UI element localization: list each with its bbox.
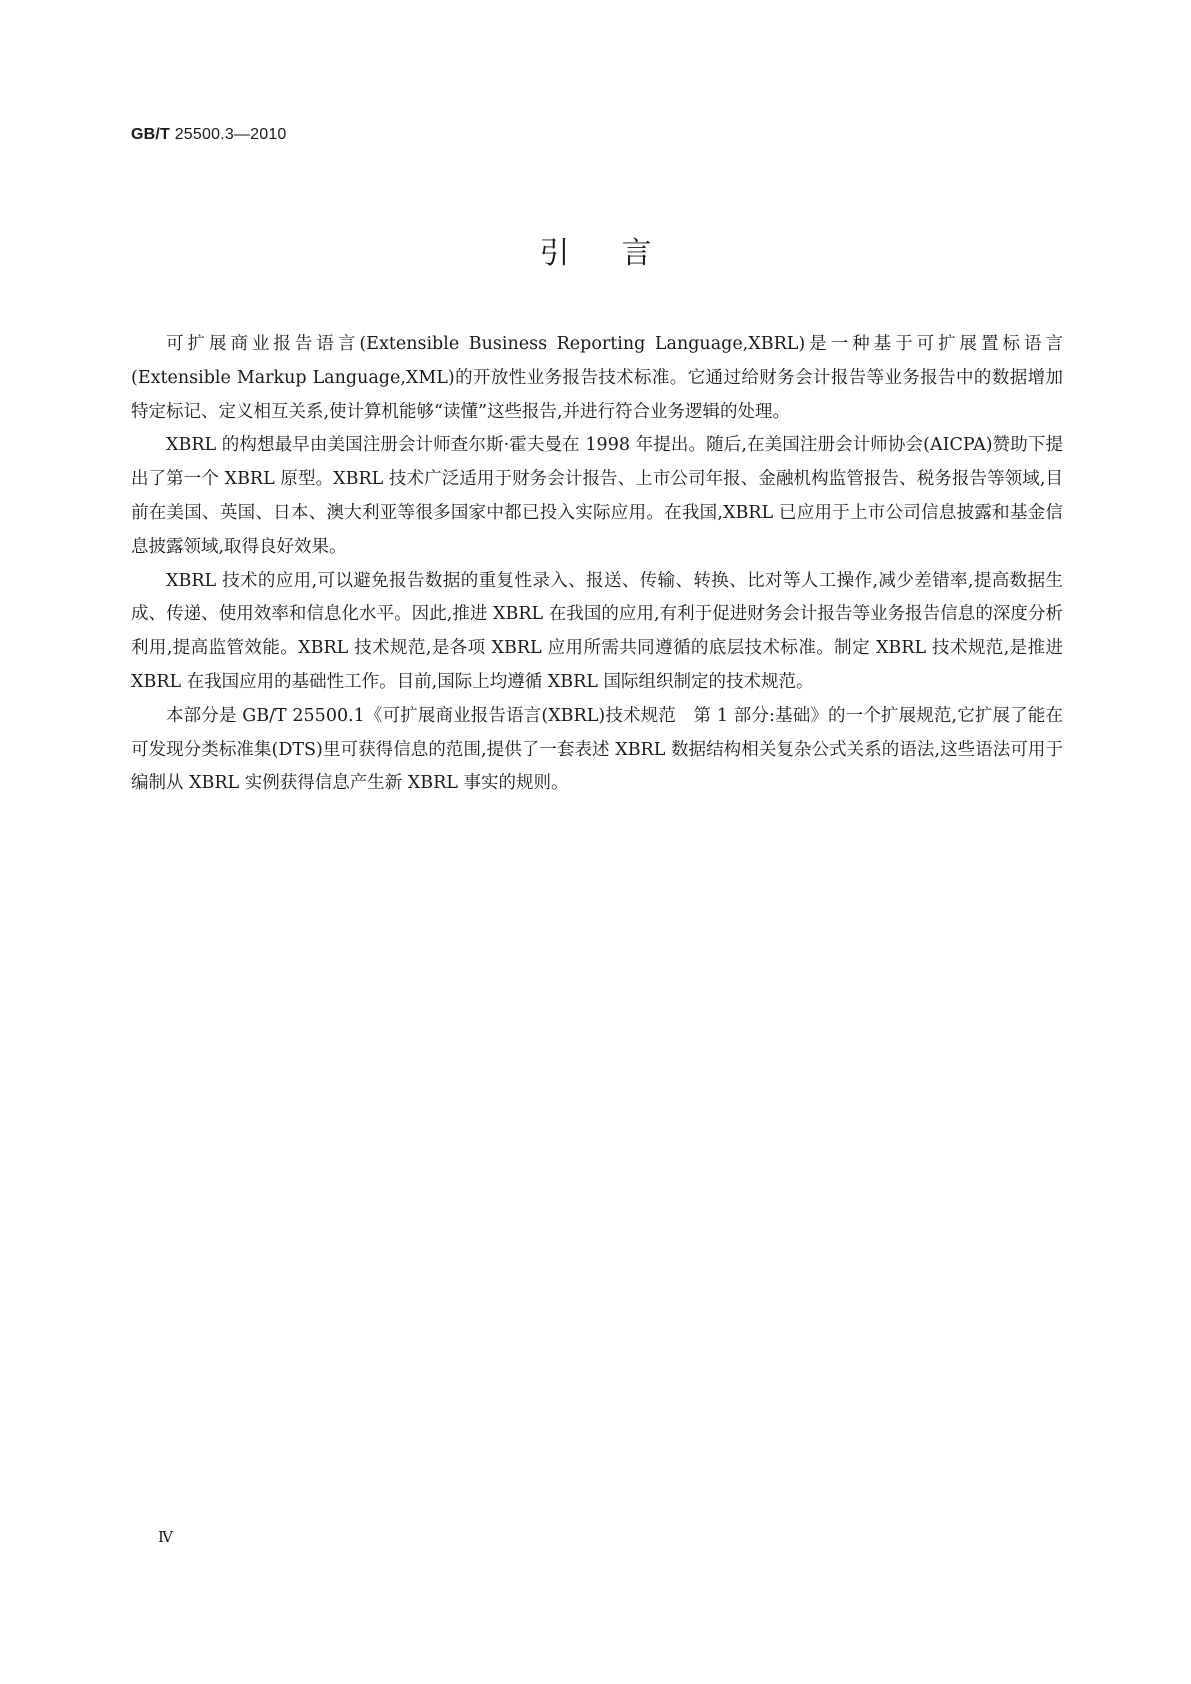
paragraph-xbrl-history: XBRL 的构想最早由美国注册会计师查尔斯·霍夫曼在 1998 年提出。随后,在美国注册会计师协会(AICPA)赞助下提出了第一个 XBRL 原型。XBRL 技术广泛适用于财务会计报告、上市公司年报、金融机构监管报告、税务报告等领域,目前在美国、英国、日本、澳大利亚等很多国家中都已投入实际应用。在我国,XBRL 已应用于上市公司信息披露和基金信息披露领域,取得良好效果。 xyxy=(131,435,1063,557)
paragraph-xbrl-benefits: XBRL 技术的应用,可以避免报告数据的重复性录入、报送、传输、转换、比对等人工操作,减少差错率,提高数据生成、传递、使用效率和信息化水平。因此,推进 XBRL 在我国的应用,有利于促进财务会计报告等业务报告信息的深度分析利用,提高监管效能。XBRL 技术规范,是各项 XBRL 应用所需共同遵循的底层技术标准。制定 XBRL 技术规范,是推进 XBRL 在我国应用的基础性工作。目前,国际上均遵循 XBRL 国际组织制定的技术规范。 xyxy=(131,570,1063,692)
paragraph-xbrl-definition: 可扩展商业报告语言(Extensible Business Reporting Language,XBRL)是一种基于可扩展置标语言(Extensible Markup Language,XML)的开放性业务报告技术标准。它通过给财务会计报告等业务报告中的数据增加特定标记、定义相互关系,使计算机能够“读懂”这些报告,并进行符合业务逻辑的处理。 xyxy=(131,334,1063,422)
standard-number: 25500.3—2010 xyxy=(174,126,287,143)
introduction-body xyxy=(131,328,1063,801)
standard-prefix: GB/T xyxy=(131,126,171,143)
page-number: Ⅳ xyxy=(158,1530,173,1546)
standard-code-header xyxy=(131,126,287,144)
paragraph-scope: 本部分是 GB/T 25500.1《可扩展商业报告语言(XBRL)技术规范 第 1 部分:基础》的一个扩展规范,它扩展了能在可发现分类标准集(DTS)里可获得信息的范围,提供了一套表述 XBRL 数据结构相关复杂公式关系的语法,这些语法可用于编制从 XBRL 实例获得信息产生新 XBRL 事实的规则。 xyxy=(131,705,1063,794)
section-title: 引言 xyxy=(539,236,704,271)
